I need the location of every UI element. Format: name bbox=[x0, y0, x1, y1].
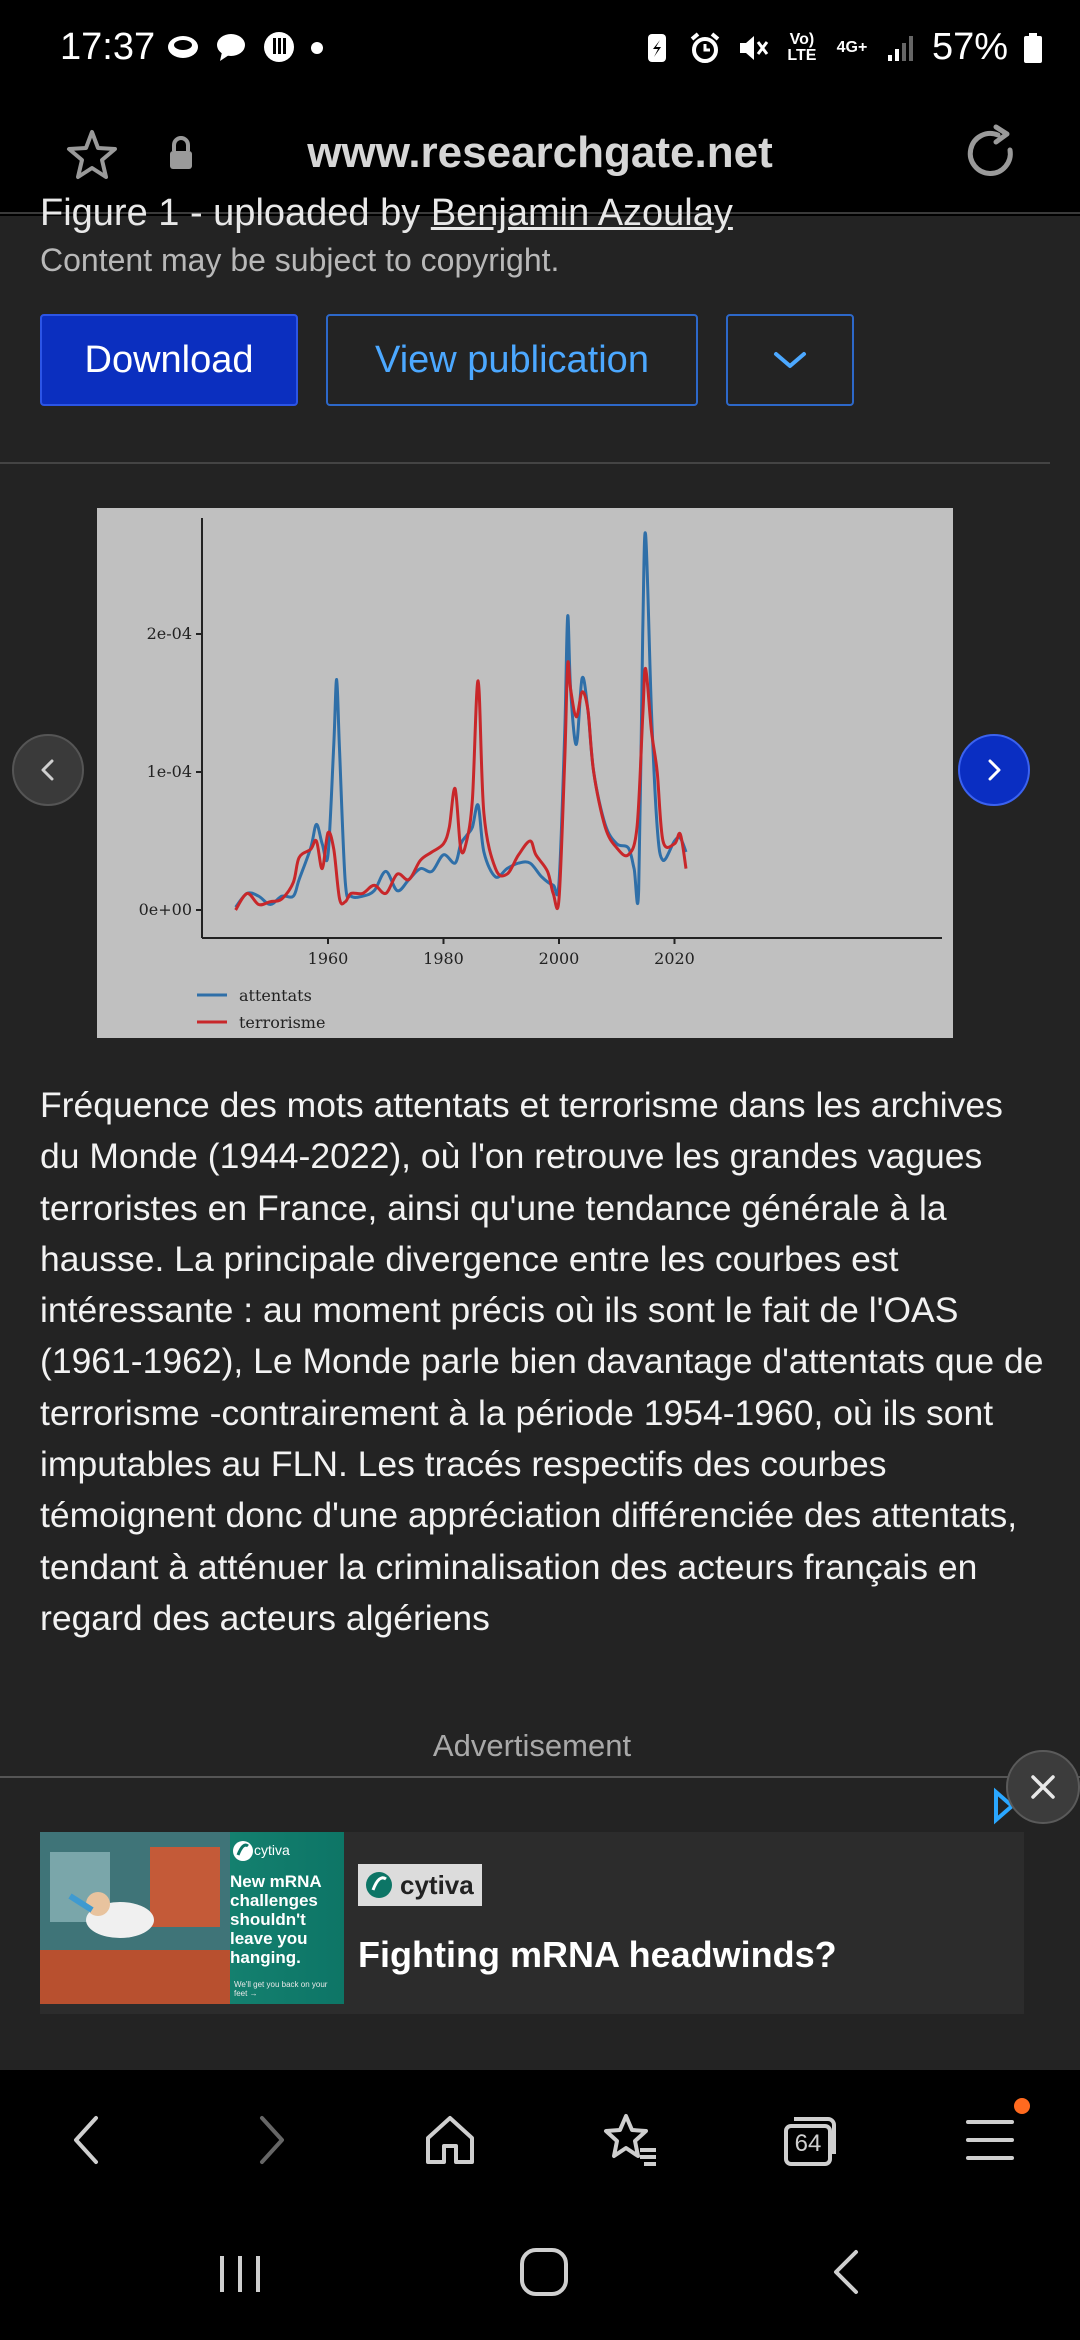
page-content bbox=[0, 192, 1080, 2076]
more-notifications-dot-icon bbox=[310, 30, 324, 64]
figure-chart[interactable] bbox=[97, 508, 953, 1038]
y-tick-label: 2e-04 bbox=[146, 624, 192, 643]
back-icon[interactable] bbox=[58, 2110, 118, 2170]
battery-saver-icon bbox=[640, 31, 674, 65]
advertisement-label: Advertisement bbox=[432, 1728, 632, 1763]
close-icon bbox=[1028, 1772, 1058, 1802]
x-tick-label: 1980 bbox=[423, 949, 464, 968]
x-tick-group bbox=[308, 938, 695, 968]
chevron-left-icon bbox=[33, 755, 63, 785]
y-tick-label: 1e-04 bbox=[146, 762, 192, 781]
tabs-count: 64 bbox=[794, 2130, 822, 2157]
section-divider bbox=[0, 462, 1050, 464]
figure-caption: Fréquence des mots attentats et terrorisme dans les archives du Monde (1944-2022), où l'on retrouve les grandes vagues terroristes en France, ainsi qu'une tendance générale à la hausse. La principale divergence entre les courbes est intéressante : au moment précis où ils sont le fait de l'OAS (1961-1962), Le Monde parle bien davantage d'attentats que de terrorisme -contrairement à la période 1954-1960, où ils sont imputables au FLN. Les tracés respectifs des courbes témoignent donc d'une appréciation différenciée des attentats, tendant à atténuer la criminalisation des acteurs français en regard des acteurs algériens bbox=[40, 1085, 1044, 1638]
volte-indicator: Vo) LTE bbox=[787, 30, 817, 64]
ad-illustration bbox=[40, 1832, 230, 2004]
sms-cloud-icon bbox=[166, 30, 200, 64]
ad-banner[interactable] bbox=[40, 1832, 1024, 2014]
battery-icon bbox=[1022, 31, 1044, 65]
system-navigation-bar bbox=[0, 2206, 1080, 2340]
ad-brand-logo[interactable] bbox=[358, 1864, 482, 1906]
ad-divider bbox=[0, 1776, 1080, 1778]
x-tick-label: 2020 bbox=[654, 949, 695, 968]
cytiva-logo-icon bbox=[230, 1838, 256, 1864]
notification-dot bbox=[1014, 2098, 1030, 2114]
bookmarks-icon[interactable] bbox=[600, 2110, 660, 2170]
status-time: 17:37 bbox=[60, 26, 156, 68]
x-tick-label: 2000 bbox=[538, 949, 580, 968]
ad-image[interactable] bbox=[40, 1832, 344, 2004]
app-icon bbox=[262, 30, 296, 64]
upload-prefix: Figure 1 - uploaded by bbox=[40, 192, 431, 234]
cytiva-logo-icon bbox=[364, 1870, 394, 1900]
author-link[interactable]: Benjamin Azoulay bbox=[430, 192, 733, 234]
more-options-button[interactable] bbox=[726, 314, 854, 406]
signal-icon bbox=[884, 31, 918, 65]
x-tick-label: 1960 bbox=[307, 949, 349, 968]
chevron-down-icon bbox=[770, 348, 810, 372]
copyright-notice: Content may be subject to copyright. bbox=[40, 242, 560, 278]
recent-apps-icon[interactable] bbox=[216, 2250, 264, 2298]
chevron-right-icon bbox=[979, 755, 1009, 785]
figure-upload-info bbox=[40, 192, 733, 235]
previous-figure-button[interactable] bbox=[12, 734, 84, 806]
battery-percent: 57% bbox=[931, 26, 1008, 68]
chart-legend bbox=[197, 986, 325, 1032]
y-tick-label: 0e+00 bbox=[138, 900, 192, 919]
y-tick-group bbox=[139, 624, 202, 919]
alarm-icon bbox=[688, 31, 722, 65]
next-figure-button[interactable] bbox=[958, 734, 1030, 806]
notification-icons bbox=[166, 30, 324, 64]
series-group bbox=[236, 533, 686, 910]
home-icon[interactable] bbox=[420, 2110, 480, 2170]
browser-toolbar bbox=[0, 2070, 1080, 2206]
mute-icon bbox=[736, 31, 770, 65]
tabs-button[interactable] bbox=[780, 2110, 840, 2170]
home-button-icon[interactable] bbox=[518, 2246, 570, 2298]
status-bar bbox=[0, 0, 1080, 104]
chat-icon bbox=[214, 30, 248, 64]
ad-brand-name: cytiva bbox=[400, 1869, 474, 1900]
reload-icon[interactable] bbox=[960, 122, 1024, 186]
download-button[interactable]: Download bbox=[40, 314, 298, 406]
view-publication-button[interactable]: View publication bbox=[326, 314, 698, 406]
system-back-icon[interactable] bbox=[822, 2246, 874, 2298]
url-text[interactable]: www.researchgate.net bbox=[307, 128, 773, 177]
chart-plot bbox=[97, 508, 953, 1038]
ad-image-brand: cytiva bbox=[254, 1842, 290, 1858]
ad-close-button[interactable] bbox=[1006, 1750, 1080, 1824]
network-type: 4G+ bbox=[836, 38, 868, 56]
menu-icon[interactable] bbox=[960, 2110, 1020, 2170]
ad-headline[interactable]: Fighting mRNA headwinds? bbox=[358, 1934, 837, 1975]
ad-image-small-text: We'll get you back on your feet → bbox=[234, 1980, 328, 1998]
status-right bbox=[640, 26, 1044, 69]
forward-icon[interactable] bbox=[240, 2110, 300, 2170]
legend-label-terrorisme: terrorisme bbox=[239, 1013, 326, 1032]
ad-image-text: New mRNA challenges shouldn't leave you hanging. bbox=[230, 1872, 321, 1967]
legend-label-attentats: attentats bbox=[239, 986, 312, 1005]
